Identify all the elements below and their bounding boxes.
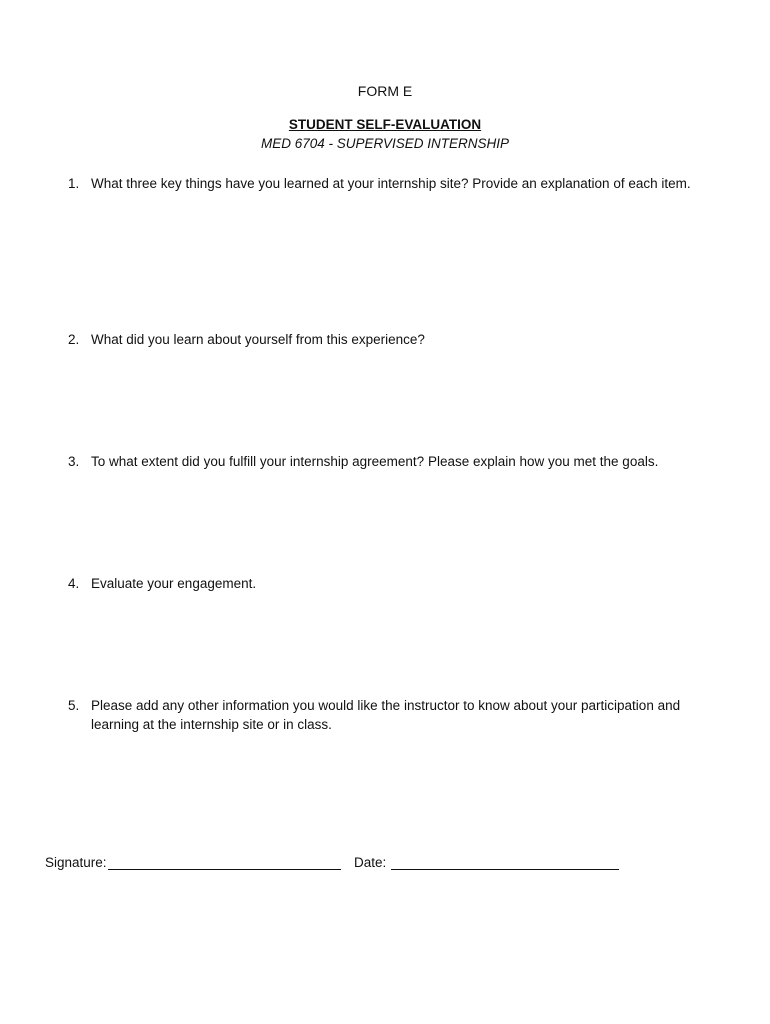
date-line[interactable] [391, 869, 619, 870]
question-number: 2. [68, 332, 80, 347]
question-text: To what extent did you fulfill your internship agreement? Please explain how you met the goals. [91, 454, 659, 469]
question-text: What three key things have you learned at your internship site? Provide an explanation of each item. [91, 176, 691, 191]
form-label: FORM E [357, 83, 413, 99]
signature-label: Signature: [45, 855, 107, 870]
question-4 [68, 574, 728, 593]
question-number: 5. [68, 698, 80, 713]
signature-line[interactable] [108, 869, 341, 870]
question-number: 1. [68, 176, 80, 191]
question-text: Evaluate your engagement. [91, 576, 257, 591]
question-1 [68, 174, 728, 193]
form-title: STUDENT SELF-EVALUATION [288, 117, 482, 132]
question-text: Please add any other information you would like the instructor to know about your participation and learning at the internship site or in class. [91, 698, 681, 732]
question-text: What did you learn about yourself from this experience? [91, 332, 425, 347]
question-3 [68, 452, 728, 471]
question-2 [68, 330, 728, 349]
signature-row [45, 853, 685, 875]
question-5 [68, 696, 688, 734]
date-label: Date: [354, 855, 387, 870]
question-number: 3. [68, 454, 80, 469]
course-subtitle: MED 6704 - SUPERVISED INTERNSHIP [260, 136, 510, 151]
question-number: 4. [68, 576, 80, 591]
